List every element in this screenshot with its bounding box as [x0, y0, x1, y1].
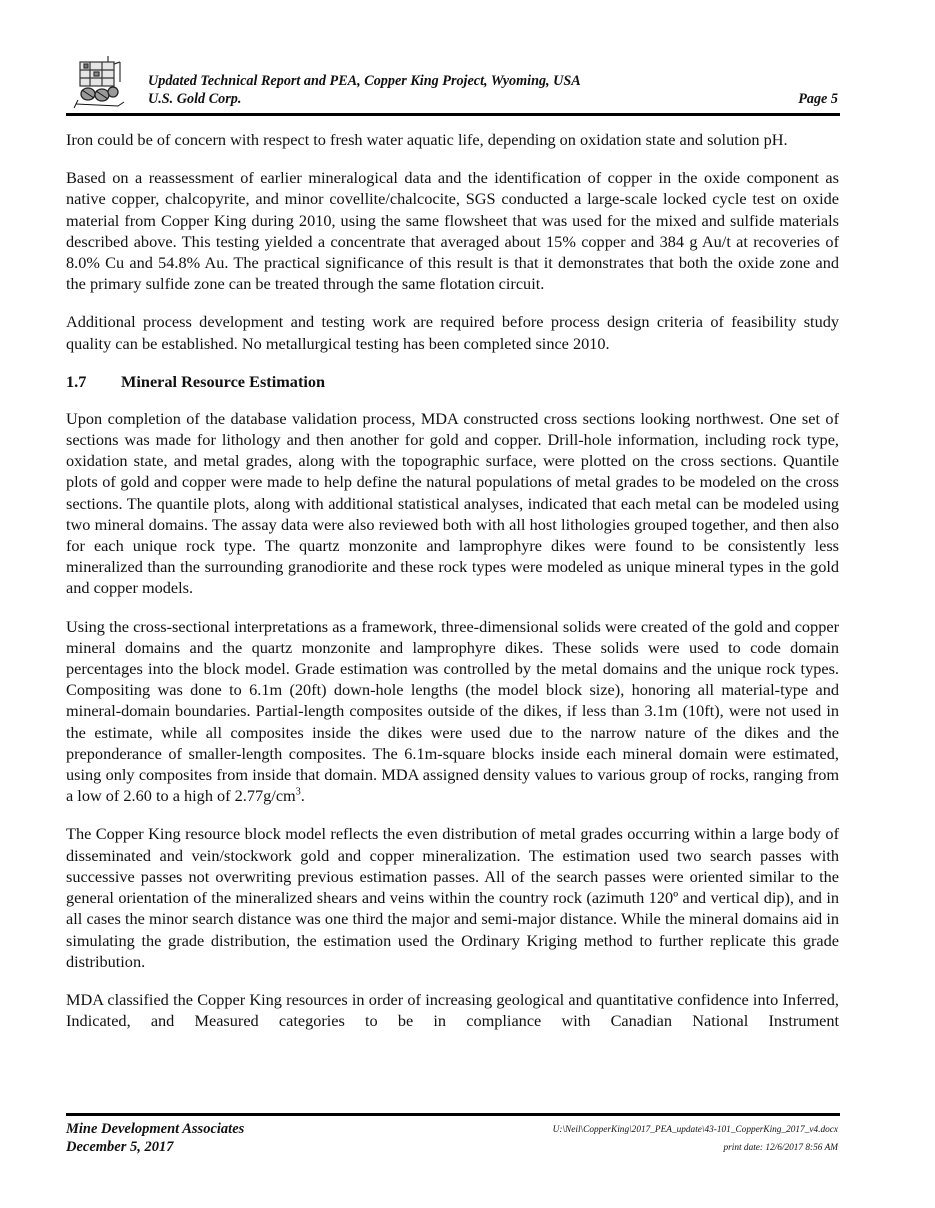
paragraph: Based on a reassessment of earlier mineralogical data and the identification of copper in the oxide component as native copper, chalcopyrite, and minor covellite/chalcocite, SGS conducted a large-scale locked cycle test on oxide material from Copper King during 2010, using the same flowsheet that was used for the mixed and sulfide materials described above. This testing yielded a concentrate that averaged about 15% copper and 384 g Au/t at recoveries of 8.0% Cu and 54.8% Au. The practical significance of this result is that it demonstrates that both the oxide zone and the primary sulfide zone can be treated through the same flotation circuit.	[66, 168, 839, 294]
paragraph: The Copper King resource block model reflects the even distribution of metal grades occurring within a large body of disseminated and vein/stockwork gold and copper mineralization. The estimation used two search passes with successive passes not overwriting previous estimation passes. All of the search passes were oriented similar to the general orientation of the mineralized shears and veins within the country rock (azimuth 120º and vertical dip), and in all cases the minor search distance was one third the major and semi-major distance. While the mineral domains aid in simulating the grade distribution, the estimation used the Ordinary Kriging method to further replicate this grade distribution.	[66, 824, 839, 971]
page-number: Page 5	[798, 91, 838, 107]
paragraph: MDA classified the Copper King resources in order of increasing geological and quantitative confidence into Inferred, Indicated, and Measured categories to be in compliance with Canadian National Instrument	[66, 989, 839, 1031]
footer-author: Mine Development Associates	[66, 1121, 245, 1137]
paragraph: Iron could be of concern with respect to fresh water aquatic life, depending on oxidation state and solution pH.	[66, 130, 788, 149]
company-name: U.S. Gold Corp.	[148, 91, 242, 107]
document-body	[66, 129, 839, 1048]
paragraph: Upon completion of the database validation process, MDA constructed cross sections looking northwest. One set of sections was made for lithology and then another for gold and copper. Drill-hole information, including rock type, oxidation state, and metal grades, along with the topographic surface, were plotted on the cross sections. Quantile plots of gold and copper were made to help define the natural populations of metal grades to be modeled on the cross sections. The quantile plots, along with additional statistical analyses, indicated that each metal can be modeled using two mineral domains. The assay data were also reviewed both with all host lithologies grouped together, and then also for each unique rock type. The quartz monzonite and lamprophyre dikes were found to be consistently less mineralized than the surrounding granodiorite and these rock types were modeled as unique mineral types in the gold and copper models.	[66, 408, 839, 598]
report-title: Updated Technical Report and PEA, Copper King Project, Wyoming, USA	[148, 73, 581, 89]
paragraph-density	[66, 616, 839, 807]
superscript: 3	[295, 786, 301, 798]
footer-print-date: print date: 12/6/2017 8:56 AM	[723, 1143, 838, 1153]
header-rule	[66, 113, 840, 116]
section-heading	[66, 371, 839, 392]
footer-date: December 5, 2017	[66, 1139, 174, 1155]
paragraph-end: .	[300, 786, 305, 806]
section-title: Mineral Resource Estimation	[121, 371, 326, 391]
mining-machine-logo-icon	[68, 52, 130, 112]
footer-file-path: U:\Neil\CopperKing\2017_PEA_update\43-101_CopperKing_2017_v4.docx	[552, 1125, 838, 1135]
page-header	[66, 52, 840, 116]
paragraph-text: Using the cross-sectional interpretations as a framework, three-dimensional solids were created of the gold and copper mineral domains and the quartz monzonite and lamprophyre dikes. These solids were used to code domain percentages into the block model. Grade estimation was controlled by the metal domains and the unique rock types. Compositing was done to 6.1m (20ft) down-hole lengths (the model block size), honoring all material-type and mineral-domain boundaries. Partial-length composites outside of the dikes, if less than 3.1m (10ft), were not used in the estimate, while all composites inside the dikes were used due to the narrow nature of the dikes and the preponderance of smaller-length composites. The 6.1m-square blocks inside each mineral domain were estimated, using only composites from inside that domain. MDA assigned density values to various group of rocks, ranging from a low of 2.60 to a high of 2.77g/cm	[66, 616, 839, 806]
section-number: 1.7	[66, 371, 87, 391]
footer-rule	[66, 1113, 840, 1116]
paragraph: Additional process development and testing work are required before process design criteria of feasibility study quality can be established. No metallurgical testing has been completed since 2010.	[66, 312, 839, 353]
